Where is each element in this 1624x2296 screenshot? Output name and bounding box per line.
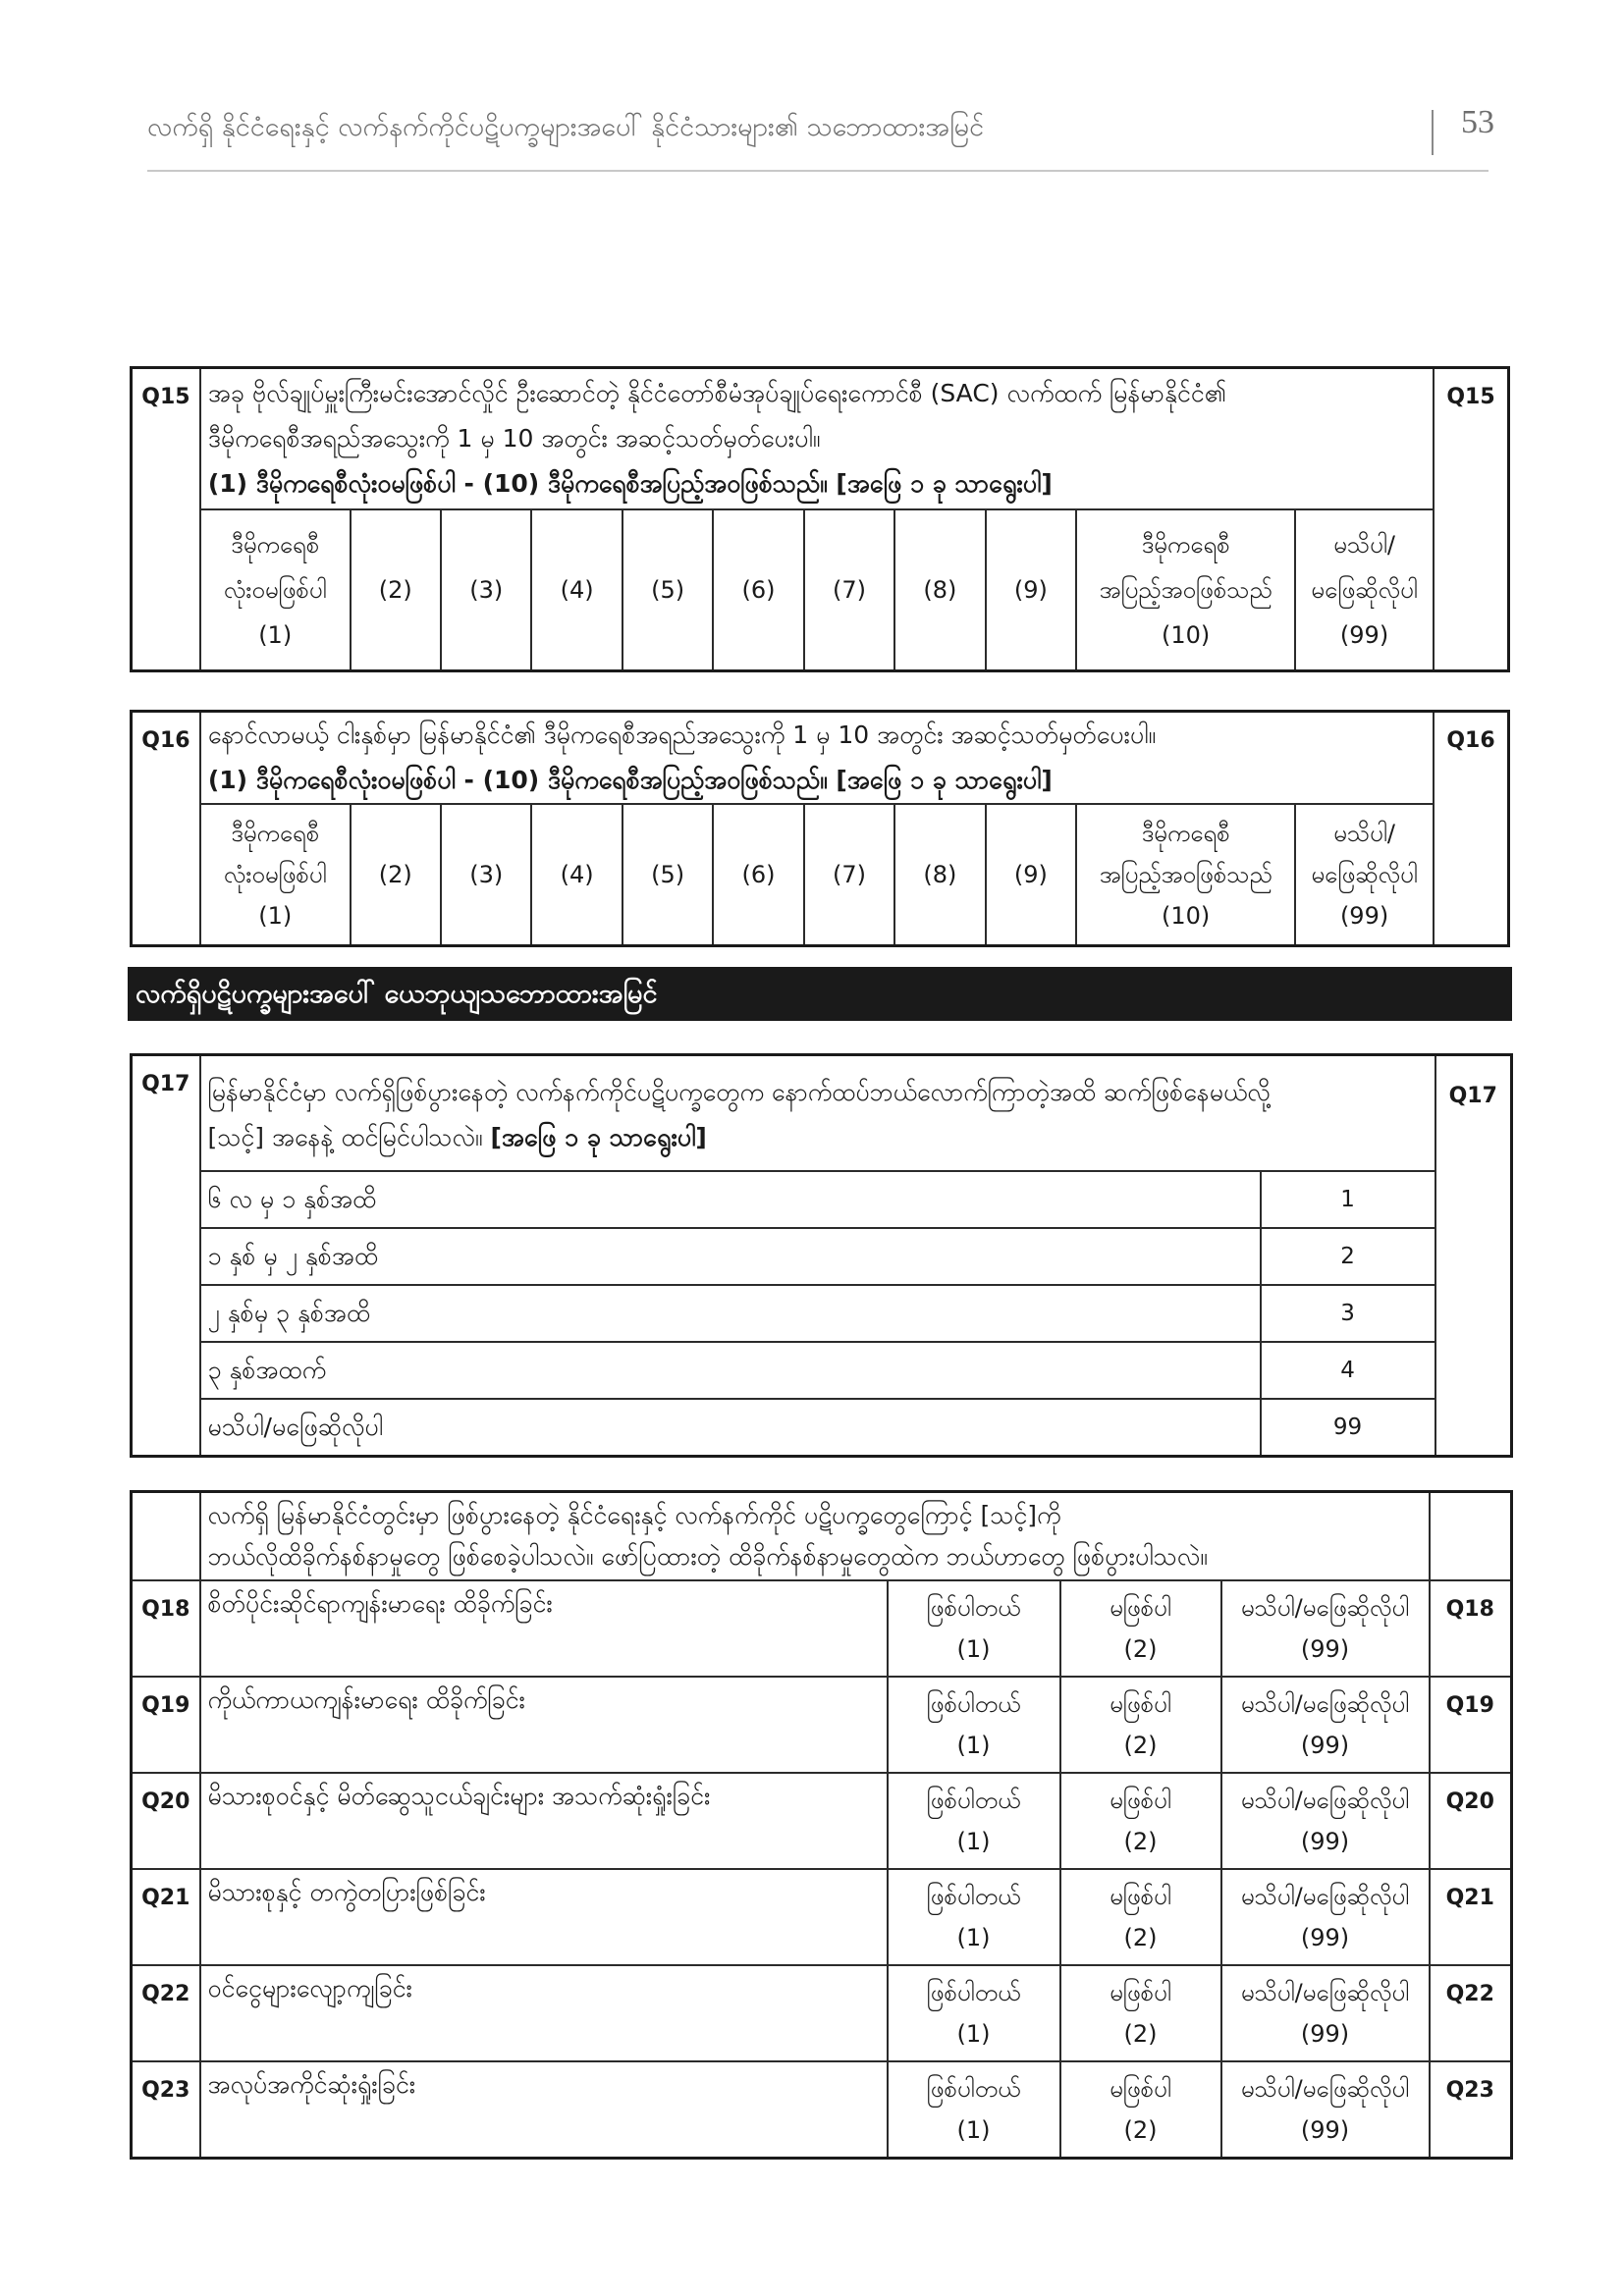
q17-option-label[interactable]: ၆ လ မှ ၁ နှစ်အထိ [200,1171,1261,1228]
page-number: 53 [1461,104,1494,140]
q18-23-intro [200,1492,1430,1581]
q17-option-code[interactable]: 1 [1261,1171,1435,1228]
option-label: မဖြစ်ပါ [1110,1594,1171,1622]
q16-scale-99[interactable] [1295,804,1434,945]
q17-line1: မြန်မာနိုင်ငံမှာ လက်ရှိဖြစ်ပွားနေတဲ့ လက်နက်ကိုင်ပဋိပက္ခတွေက နောက်ထပ်ဘယ်လောက်ကြာတဲ့အထိ ဆက်ဖြစ်နေမယ်လို့ [207,1078,1271,1106]
q17-option-label[interactable]: ၂ နှစ်မှ ၃ နှစ်အထိ [200,1285,1261,1342]
scale-label: မဖြေဆိုလိုပါ [1311,860,1418,888]
q21-id-left: Q21 [132,1869,200,1965]
option-label: မသိပါ/မဖြေဆိုလိုပါ [1240,1787,1410,1814]
q17-question [200,1055,1435,1172]
q22-id-right: Q22 [1430,1965,1512,2061]
q15-scale-2[interactable]: (2) [351,509,441,670]
scale-label: အပြည့်အဝဖြစ်သည် [1099,860,1272,888]
q23-id-left: Q23 [132,2061,200,2159]
q16-question [200,712,1434,805]
q18-id-right: Q18 [1430,1580,1512,1677]
option-label: မဖြစ်ပါ [1110,2075,1171,2103]
option-label: မသိပါ/မဖြေဆိုလိုပါ [1240,1690,1410,1718]
q15-scale-10[interactable] [1076,509,1295,670]
option-label: ဖြစ်ပါတယ် [926,1979,1021,2006]
option-code: (99) [1300,1732,1350,1759]
q15-line2: ဒီမိုကရေစီအရည်အသွေးကို 1 မှ 10 အတွင်း အဆင့်သတ်မှတ်ပေးပါ။ [207,424,821,453]
option-code: (1) [956,2020,991,2048]
scale-label: ဒီမိုကရေစီ [1141,530,1230,559]
q22-text: ဝင်ငွေများလျော့ကျခြင်း [200,1965,888,2061]
q23-yes[interactable] [888,2061,1060,2159]
q16-table [130,710,1510,947]
q17-id-right: Q17 [1435,1055,1512,1457]
intro-line1: လက်ရှိ မြန်မာနိုင်ငံတွင်းမှာ ဖြစ်ပွားနေတဲ့ နိုင်ငံရေးနှင့် လက်နက်ကိုင် ပဋိပက္ခတွေကြောင့် [သင့်]ကို [207,1501,1061,1529]
scale-label: မသိပါ/ [1333,530,1395,559]
option-label: မဖြစ်ပါ [1110,1787,1171,1814]
q18-23-intro-left [132,1492,200,1581]
option-label: မဖြစ်ပါ [1110,1979,1171,2006]
q16-id-left: Q16 [132,712,200,946]
q16-instruction: (1) ဒီမိုကရေစီလုံးဝမဖြစ်ပါ - (10) ဒီမိုကရေစီအပြည့်အဝဖြစ်သည်။ [အဖြေ ၁ ခု သာရွေးပါ] [207,766,1053,794]
option-code: (2) [1123,2116,1158,2144]
option-code: (2) [1123,2020,1158,2048]
option-code: (1) [956,1924,991,1951]
option-label: ဖြစ်ပါတယ် [926,1690,1021,1718]
q17-line2 [208,1115,1428,1160]
scale-label: မဖြေဆိုလိုပါ [1311,575,1418,604]
option-label: ဖြစ်ပါတယ် [926,1883,1021,1910]
option-label: မဖြစ်ပါ [1110,1690,1171,1718]
q16-scale-4[interactable]: (4) [531,804,622,945]
q15-instruction: (1) ဒီမိုကရေစီလုံးဝမဖြစ်ပါ - (10) ဒီမိုကရေစီအပြည့်အဝဖြစ်သည်။ [အဖြေ ၁ ခု သာရွေးပါ] [207,469,1053,498]
q17-option-code[interactable]: 99 [1261,1399,1435,1456]
q15-table [130,366,1510,672]
q21-text: မိသားစုနှင့် တကွဲတပြားဖြစ်ခြင်း [200,1869,888,1965]
q15-id-left: Q15 [132,368,200,671]
q17-option-label[interactable]: မသိပါ/မဖြေဆိုလိုပါ [200,1399,1261,1456]
q16-scale-5[interactable]: (5) [623,804,713,945]
q16-scale-9[interactable]: (9) [986,804,1076,945]
q19-no[interactable] [1060,1677,1221,1773]
scale-label: ဒီမိုကရေစီ [231,530,320,559]
q15-scale-9[interactable]: (9) [986,509,1076,670]
q23-no[interactable] [1060,2061,1221,2159]
q18-dk[interactable] [1221,1580,1430,1677]
q19-id-right: Q19 [1430,1677,1512,1773]
q15-scale-8[interactable]: (8) [894,509,985,670]
option-label: မဖြစ်ပါ [1110,1883,1171,1910]
q20-id-left: Q20 [132,1773,200,1869]
option-code: (2) [1123,1635,1158,1663]
scale-code: (1) [258,901,293,930]
q16-scale-2[interactable]: (2) [351,804,441,945]
q17-option-label[interactable]: ၃ နှစ်အထက် [200,1342,1261,1399]
option-code: (99) [1300,2020,1350,2048]
q17-option-label[interactable]: ၁ နှစ် မှ ၂ နှစ်အထိ [200,1228,1261,1285]
intro-line2: ဘယ်လိုထိခိုက်နစ်နာမှုတွေ ဖြစ်စေခဲ့ပါသလဲ။ ဖော်ပြထားတဲ့ ထိခိုက်နစ်နာမှုတွေထဲက ဘယ်ဟာတွေ ဖြစ်ပွားပါသလဲ။ [207,1542,1208,1571]
header-divider [1432,110,1434,155]
q23-text: အလုပ်အကိုင်ဆုံးရှုံးခြင်း [200,2061,888,2159]
q17-option-code[interactable]: 3 [1261,1285,1435,1342]
q21-no[interactable] [1060,1869,1221,1965]
q16-id-right: Q16 [1434,712,1509,946]
option-label: ဖြစ်ပါတယ် [926,2075,1021,2103]
q15-id-right: Q15 [1434,368,1509,671]
scale-label: မသိပါ/ [1333,819,1395,847]
q16-scale-1[interactable] [200,804,351,945]
q15-scale-7[interactable]: (7) [804,509,894,670]
q22-no[interactable] [1060,1965,1221,2061]
q15-scale-99[interactable] [1295,509,1434,670]
q20-no[interactable] [1060,1773,1221,1869]
scale-label: အပြည့်အဝဖြစ်သည် [1099,575,1272,604]
q18-no[interactable] [1060,1580,1221,1677]
q20-dk[interactable] [1221,1773,1430,1869]
q17-id-left: Q17 [132,1055,200,1457]
q22-id-left: Q22 [132,1965,200,2061]
q15-scale-3[interactable]: (3) [441,509,531,670]
scale-code: (1) [258,620,293,649]
q19-dk[interactable] [1221,1677,1430,1773]
running-header-title: လက်ရှိ နိုင်ငံရေးနှင့် လက်နက်ကိုင်ပဋိပက္ခများအပေါ် နိုင်ငံသားများ၏ သဘောထားအမြင် [147,112,985,142]
option-label: မသိပါ/မဖြေဆိုလိုပါ [1240,1883,1410,1910]
q22-yes[interactable] [888,1965,1060,2061]
q20-text: မိသားစုဝင်နှင့် မိတ်ဆွေသူငယ်ချင်းများ အသက်ဆုံးရှုံးခြင်း [200,1773,888,1869]
q23-dk[interactable] [1221,2061,1430,2159]
q15-question [200,368,1434,510]
q16-scale-3[interactable]: (3) [441,804,531,945]
option-label: ဖြစ်ပါတယ် [926,1787,1021,1814]
q19-yes[interactable] [888,1677,1060,1773]
option-code: (2) [1123,1924,1158,1951]
scale-code: (10) [1161,620,1211,649]
q15-scale-4[interactable]: (4) [531,509,622,670]
q16-line1: နောင်လာမယ့် ငါးနှစ်မှာ မြန်မာနိုင်ငံ၏ ဒီမိုကရေစီအရည်အသွေးကို 1 မှ 10 အတွင်း အဆင့်သတ်မှတ်ပေးပါ။ [207,721,1157,749]
q16-scale-7[interactable]: (7) [804,804,894,945]
section-heading: လက်ရှိပဋိပက္ခများအပေါ် ယေဘုယျသဘောထားအမြင် [128,967,1512,1021]
option-code: (1) [956,1828,991,1855]
q17-line2-text: [သင့်] အနေနဲ့ ထင်မြင်ပါသလဲ။ [207,1123,491,1151]
q18-id-left: Q18 [132,1580,200,1677]
q17-instruction: [အဖြေ ၁ ခု သာရွေးပါ] [490,1123,707,1151]
option-label: မသိပါ/မဖြေဆိုလိုပါ [1240,1594,1410,1622]
option-label: ဖြစ်ပါတယ် [926,1594,1021,1622]
scale-label: လုံးဝမဖြစ်ပါ [223,860,327,888]
q16-scale-10[interactable] [1076,804,1295,945]
option-code: (99) [1300,1635,1350,1663]
q20-yes[interactable] [888,1773,1060,1869]
q17-option-code[interactable]: 4 [1261,1342,1435,1399]
q22-dk[interactable] [1221,1965,1430,2061]
q23-id-right: Q23 [1430,2061,1512,2159]
q18-23-intro-right [1430,1492,1512,1581]
option-label: မသိပါ/မဖြေဆိုလိုပါ [1240,1979,1410,2006]
q15-line1: အခု ဗိုလ်ချုပ်မှူးကြီးမင်းအောင်လှိုင် ဦးဆောင်တဲ့ နိုင်ငံတော်စီမံအုပ်ချုပ်ရေးကောင်စီ (SAC) လက်ထက် မြန်မာနိုင်ငံ၏ [207,379,1226,407]
scale-label: ဒီမိုကရေစီ [1141,819,1230,847]
scale-code: (99) [1339,620,1389,649]
q16-scale-8[interactable]: (8) [894,804,985,945]
header-rule [147,170,1489,172]
option-code: (99) [1300,2116,1350,2144]
q16-scale-6[interactable]: (6) [713,804,803,945]
q17-table [130,1053,1513,1458]
option-code: (99) [1300,1924,1350,1951]
q21-dk[interactable] [1221,1869,1430,1965]
option-code: (1) [956,1732,991,1759]
q15-scale-6[interactable]: (6) [713,509,803,670]
option-code: (99) [1300,1828,1350,1855]
q18-23-table [130,1490,1513,2160]
scale-label: ဒီမိုကရေစီ [231,819,320,847]
option-code: (1) [956,2116,991,2144]
option-label: မသိပါ/မဖြေဆိုလိုပါ [1240,2075,1410,2103]
q17-option-code[interactable]: 2 [1261,1228,1435,1285]
option-code: (2) [1123,1732,1158,1759]
q19-id-left: Q19 [132,1677,200,1773]
q18-yes[interactable] [888,1580,1060,1677]
q21-yes[interactable] [888,1869,1060,1965]
option-code: (2) [1123,1828,1158,1855]
q15-scale-1[interactable] [200,509,351,670]
option-code: (1) [956,1635,991,1663]
q15-scale-5[interactable]: (5) [623,509,713,670]
scale-code: (99) [1339,901,1389,930]
q18-text: စိတ်ပိုင်းဆိုင်ရာကျန်းမာရေး ထိခိုက်ခြင်း [200,1580,888,1677]
q21-id-right: Q21 [1430,1869,1512,1965]
scale-label: လုံးဝမဖြစ်ပါ [223,575,327,604]
scale-code: (10) [1161,901,1211,930]
q19-text: ကိုယ်ကာယကျန်းမာရေး ထိခိုက်ခြင်း [200,1677,888,1773]
q20-id-right: Q20 [1430,1773,1512,1869]
